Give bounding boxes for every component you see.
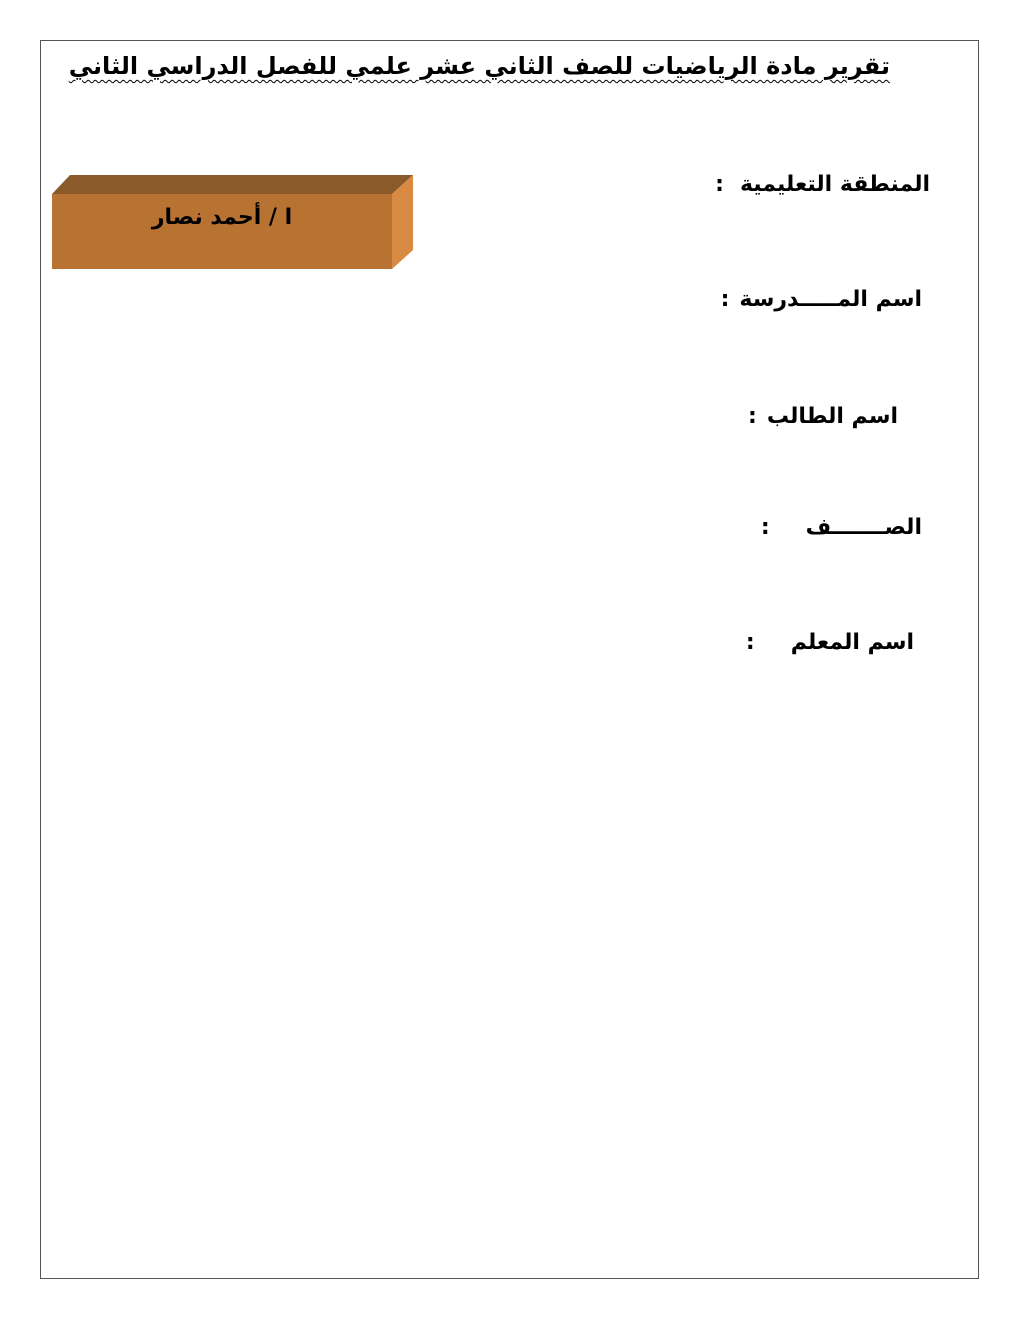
field-student-name — [748, 402, 898, 432]
field-school-name — [721, 285, 922, 315]
field-colon: : — [715, 172, 724, 197]
field-label: الصـــــــف — [805, 515, 922, 540]
field-class — [761, 513, 922, 543]
teacher-name-label: ا / أحمد نصار — [151, 205, 293, 230]
field-educational-zone — [715, 170, 930, 200]
field-label: اسم الطالب — [766, 404, 898, 429]
field-colon: : — [745, 630, 755, 655]
field-colon: : — [720, 287, 730, 312]
field-teacher-name — [746, 628, 914, 658]
field-label: اسم المـــــدرسة — [739, 287, 922, 312]
field-colon: : — [748, 404, 757, 429]
box-top-face — [52, 175, 413, 194]
field-colon: : — [760, 515, 770, 540]
field-label: المنطقة التعليمية — [739, 172, 930, 197]
field-label: اسم المعلم — [790, 630, 914, 655]
document-title: تقرير مادة الرياضيات للصف الثاني عشر علمي للفصل الدراسي الثاني — [68, 52, 890, 80]
teacher-name-box — [52, 175, 413, 269]
